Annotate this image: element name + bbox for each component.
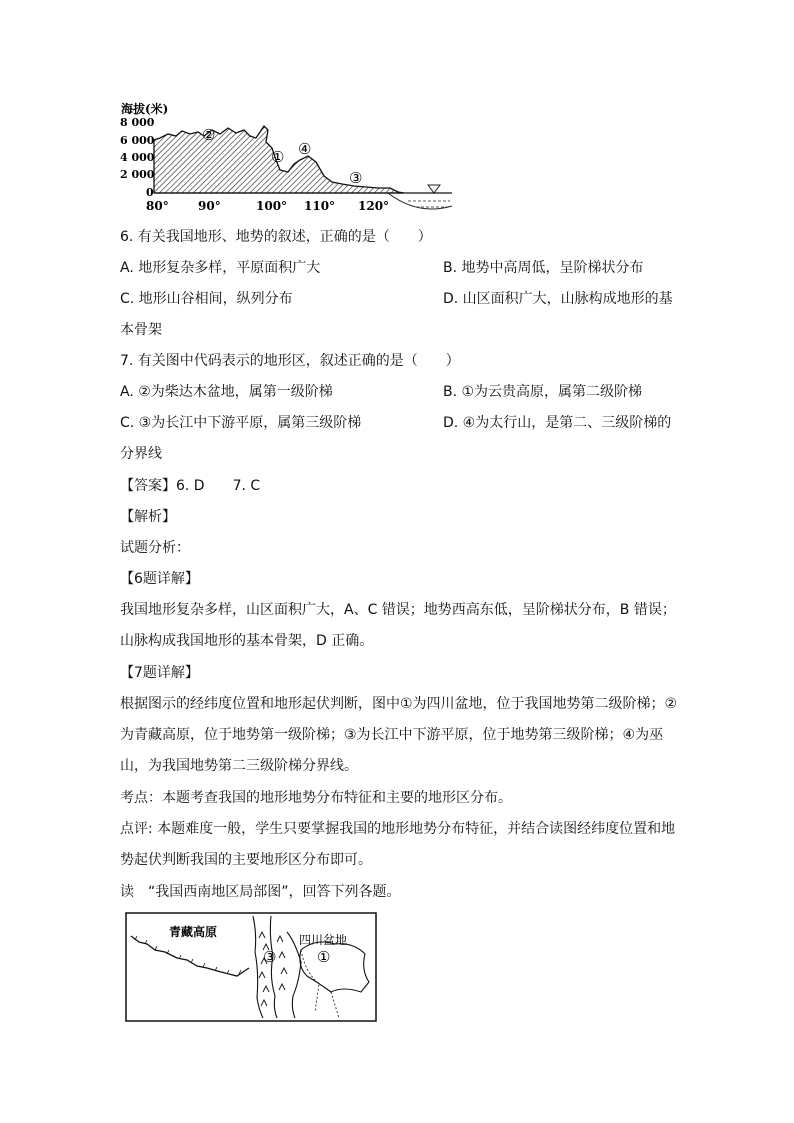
q7-detail-line: 为青藏高原，位于地势第一级阶梯；③为长江中下游平原，位于地势第三级阶梯；④为巫 [120, 727, 664, 743]
x-tick-label: 90° [198, 199, 221, 213]
q6-stem: 6. 有关我国地形、地势的叙述，正确的是（ ） [120, 229, 432, 245]
q6-option-d: D. 山区面积广大，山脉构成地形的基 [443, 291, 673, 307]
q7-stem: 7. 有关图中代码表示的地形区，叙述正确的是（ ） [120, 353, 460, 369]
marker-3: ③ [349, 169, 363, 187]
y-tick-label: 0 [146, 186, 154, 199]
q6-detail-line: 山脉构成我国地形的基本骨架，D 正确。 [120, 633, 374, 649]
x-tick-label: 100° [256, 199, 288, 213]
y-tick-label: 2 000 [120, 168, 155, 181]
kaodian-line: 考点：本题考查我国的地形地势分布特征和主要的地形区分布。 [120, 790, 512, 806]
analysis-intro: 试题分析： [120, 540, 190, 556]
q6-option-d-continued: 本骨架 [120, 322, 162, 338]
southwest-china-map [125, 912, 377, 1022]
q6-option-a: A. 地形复杂多样，平原面积广大 [120, 260, 321, 276]
answer-line: 【答案】6. D 7. C [120, 478, 261, 494]
q6-detail-heading: 【6题详解】 [120, 571, 199, 587]
q7-detail-line: 山，为我国地势第二三级阶梯分界线。 [120, 758, 358, 774]
x-tick-label: 110° [304, 199, 336, 213]
label-qingzang-plateau: 青藏高原 [169, 925, 218, 939]
marker-4: ④ [298, 140, 312, 158]
map-marker-3: ③ [263, 948, 277, 966]
q7-option-d: D. ④为太行山，是第二、三级阶梯的 [443, 415, 672, 431]
q7-detail-heading: 【7题详解】 [120, 665, 199, 681]
y-tick-label: 8 000 [120, 116, 155, 129]
y-tick-label: 4 000 [120, 151, 155, 164]
q7-option-a: A. ②为柴达木盆地，属第一级阶梯 [120, 384, 333, 400]
q7-detail-line: 根据图示的经纬度位置和地形起伏判断，图中①为四川盆地，位于我国地势第二级阶梯；② [120, 696, 678, 712]
q6-detail-line: 我国地形复杂多样，山区面积广大，A、C 错误；地势西高东低，呈阶梯状分布，B 错误； [120, 602, 676, 618]
label-sichuan-basin: 四川盆地 [299, 933, 348, 947]
y-axis-label: 海拔(米) [121, 102, 169, 116]
dianping-line: 点评: 本题难度一般，学生只要掌握我国的地形地势分布特征，并结合读图经纬度位置和地 [120, 821, 676, 837]
marker-2: ② [202, 126, 216, 144]
q7-option-d-continued: 分界线 [120, 446, 162, 462]
read-prompt: 读 “我国西南地区局部图”，回答下列各题。 [120, 884, 401, 900]
map-marker-1: ① [317, 948, 331, 966]
analysis-heading: 【解析】 [120, 509, 176, 525]
q6-option-c: C. 地形山谷相间，纵列分布 [120, 291, 293, 307]
x-tick-label: 80° [146, 199, 169, 213]
q7-option-c: C. ③为长江中下游平原，属第三级阶梯 [120, 415, 362, 431]
terrain-profile-figure [118, 98, 458, 216]
y-tick-label: 6 000 [120, 134, 155, 147]
marker-1: ① [271, 148, 285, 166]
dianping-line: 势起伏判断我国的主要地形区分布即可。 [120, 852, 372, 868]
x-tick-label: 120° [358, 199, 390, 213]
q6-option-b: B. 地势中高周低，呈阶梯状分布 [443, 260, 644, 276]
q7-option-b: B. ①为云贵高原，属第二级阶梯 [443, 384, 643, 400]
sea-level-marker [428, 185, 440, 193]
